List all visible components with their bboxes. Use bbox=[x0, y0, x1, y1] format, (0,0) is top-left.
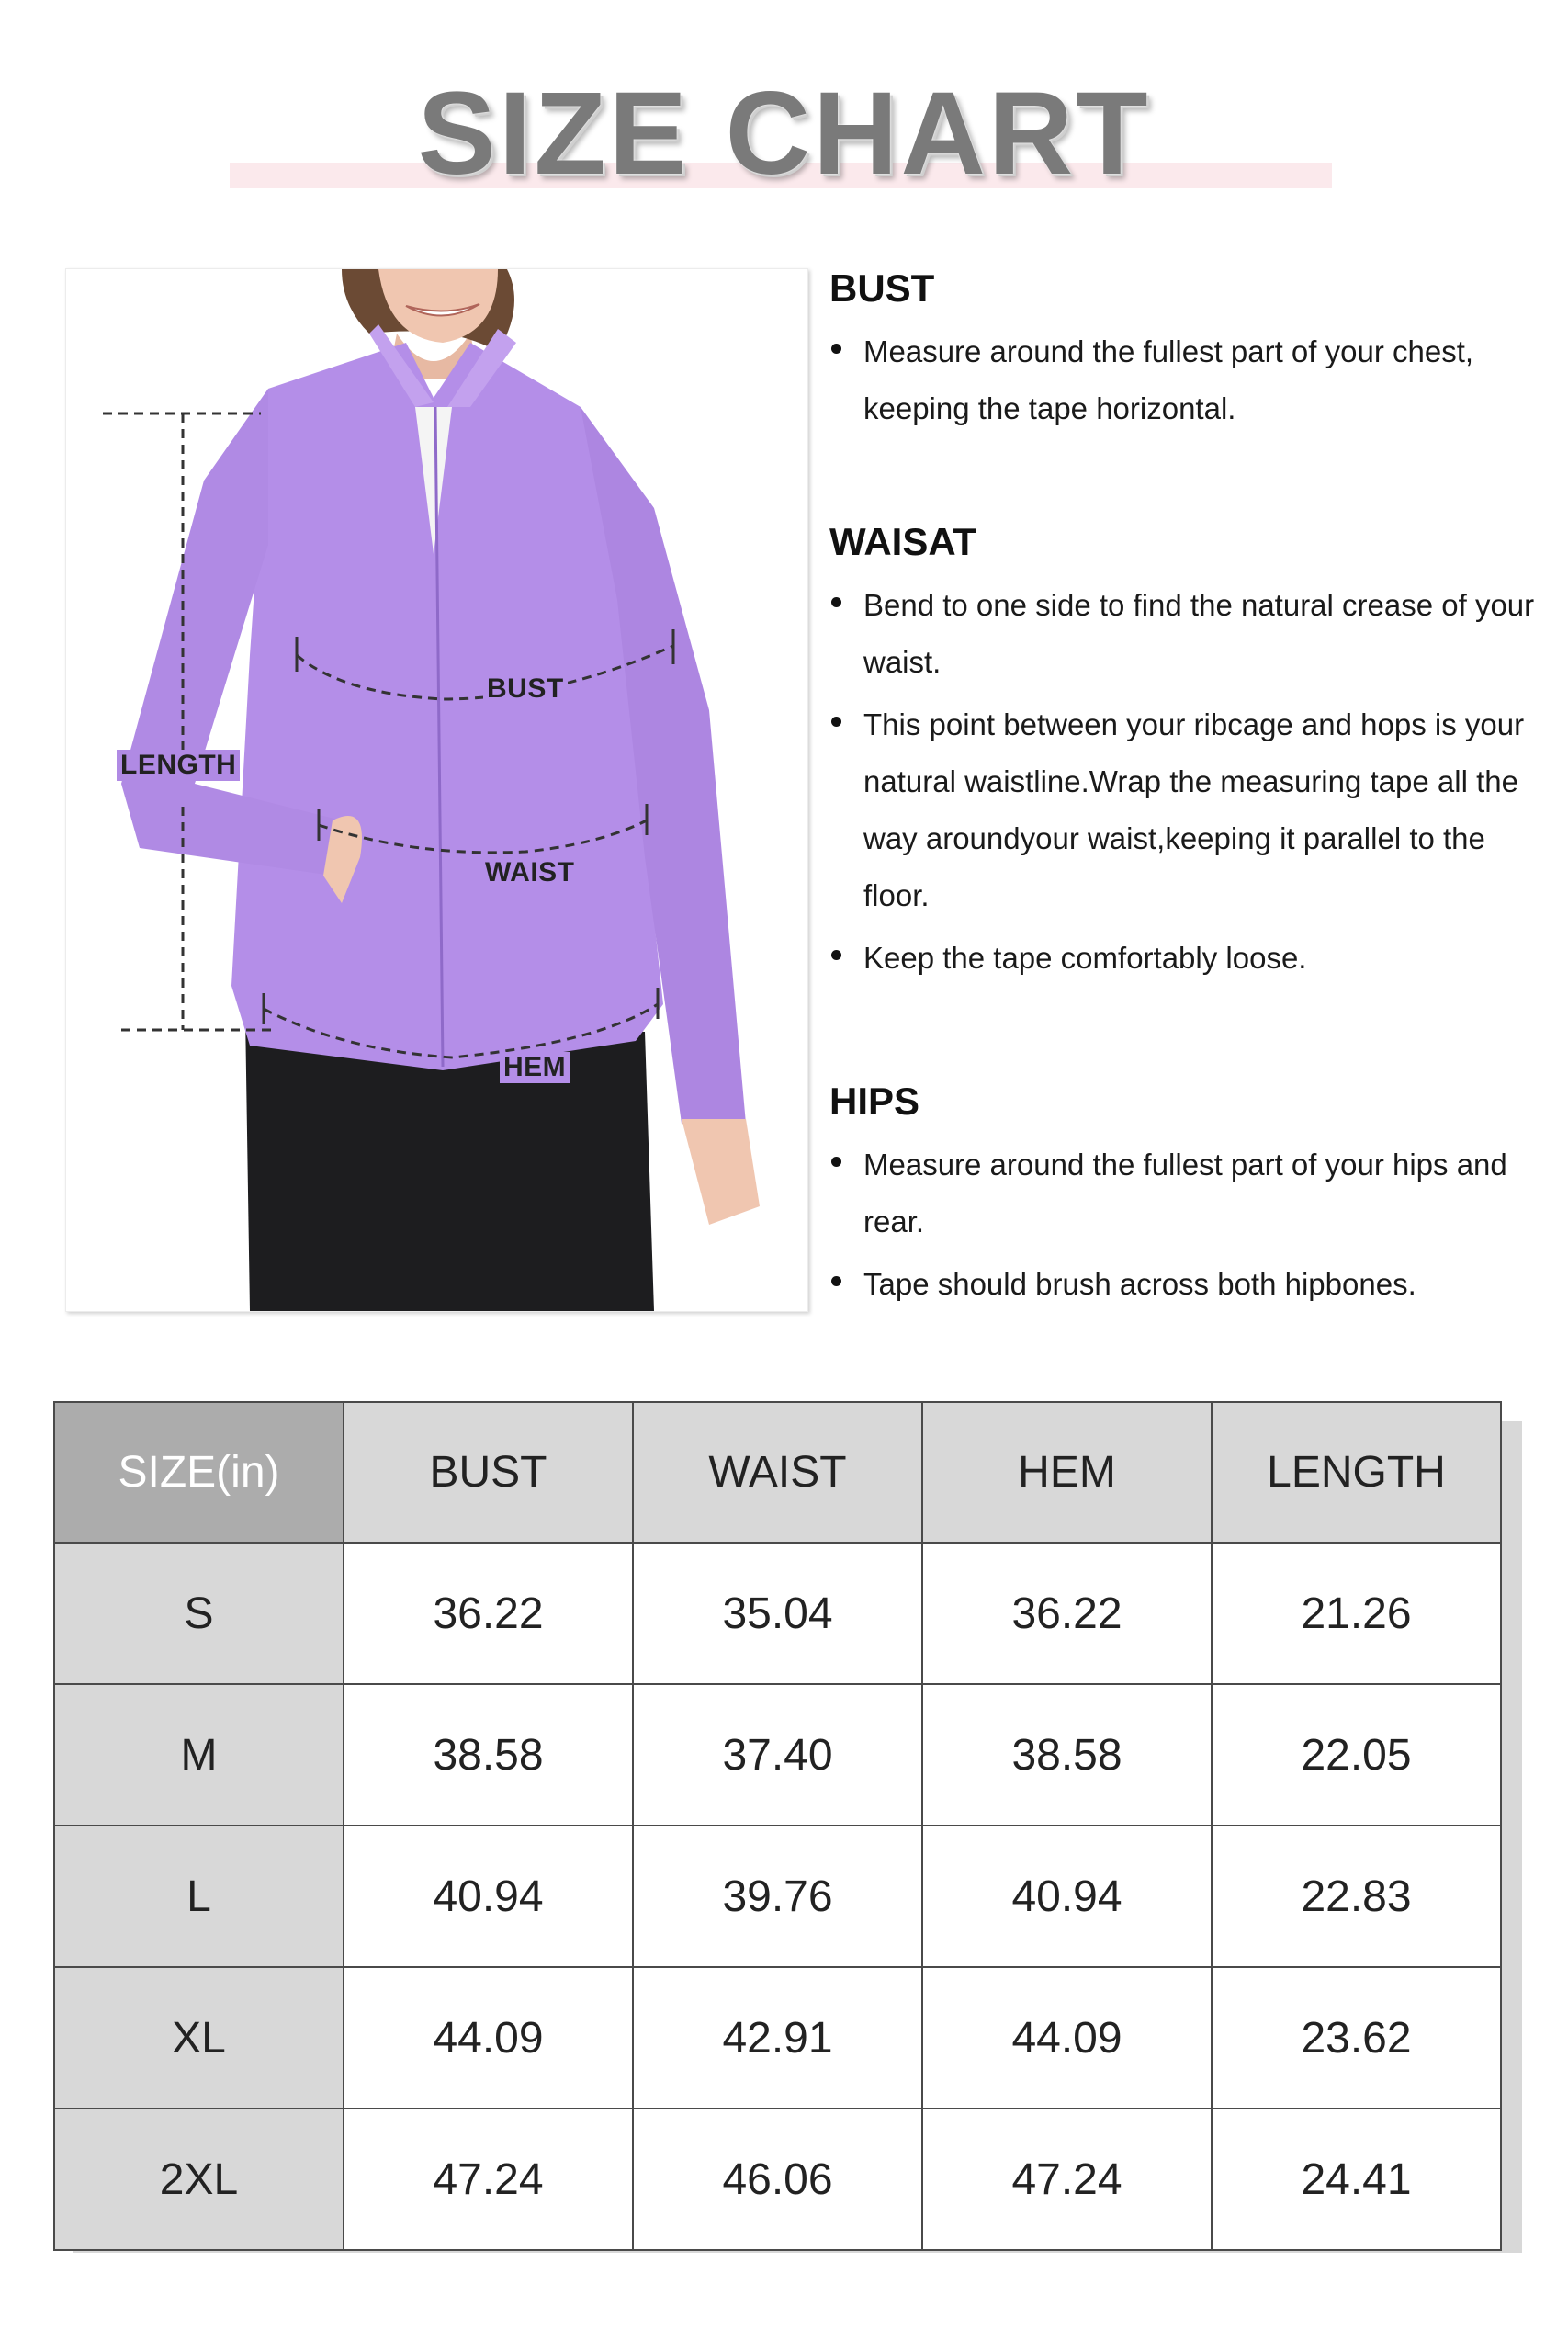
table-header-waist: WAIST bbox=[633, 1402, 922, 1543]
guide-section-hips bbox=[829, 1080, 1537, 1318]
table-cell: 38.58 bbox=[344, 1684, 633, 1826]
table-cell: 35.04 bbox=[633, 1543, 922, 1684]
guide-list bbox=[829, 323, 1537, 437]
table-row bbox=[54, 1684, 1501, 1826]
bullet-icon bbox=[831, 597, 841, 607]
table-header-length: LENGTH bbox=[1212, 1402, 1501, 1543]
size-label-cell: M bbox=[54, 1684, 344, 1826]
size-label-cell: 2XL bbox=[54, 2109, 344, 2250]
size-table bbox=[53, 1401, 1502, 2251]
guide-list bbox=[829, 1136, 1537, 1313]
table-cell: 22.83 bbox=[1212, 1826, 1501, 1967]
table-row bbox=[54, 1543, 1501, 1684]
table-row bbox=[54, 1826, 1501, 1967]
guide-item-text: Measure around the fullest part of your hips and rear. bbox=[863, 1148, 1507, 1238]
guide-item-text: This point between your ribcage and hops is your natural waistline.Wrap the measuring tape all the way aroundyour waist,keeping it parallel to the floor. bbox=[863, 707, 1525, 912]
table-cell: 40.94 bbox=[922, 1826, 1212, 1967]
table-cell: 37.40 bbox=[633, 1684, 922, 1826]
table-cell: 39.76 bbox=[633, 1826, 922, 1967]
bullet-icon bbox=[831, 1157, 841, 1167]
guide-item bbox=[829, 577, 1537, 691]
table-cell: 36.22 bbox=[344, 1543, 633, 1684]
table-cell: 38.58 bbox=[922, 1684, 1212, 1826]
table-cell: 22.05 bbox=[1212, 1684, 1501, 1826]
table-cell: 40.94 bbox=[344, 1826, 633, 1967]
waist-measure-label: WAIST bbox=[481, 857, 579, 888]
table-cell: 23.62 bbox=[1212, 1967, 1501, 2109]
model-figure bbox=[65, 268, 808, 1312]
hem-measure-label: HEM bbox=[500, 1052, 570, 1083]
table-cell: 42.91 bbox=[633, 1967, 922, 2109]
guide-item-text: Bend to one side to find the natural crease of your waist. bbox=[863, 588, 1535, 679]
table-cell: 21.26 bbox=[1212, 1543, 1501, 1684]
guide-item-text: Measure around the fullest part of your chest, keeping the tape horizontal. bbox=[863, 334, 1474, 425]
guide-item-text: Keep the tape comfortably loose. bbox=[863, 941, 1307, 975]
guide-heading: WAISAT bbox=[829, 520, 977, 563]
table-header-hem: HEM bbox=[922, 1402, 1212, 1543]
guide-heading: HIPS bbox=[829, 1080, 920, 1123]
table-header-size: SIZE(in) bbox=[54, 1402, 344, 1543]
guide-item-text: Tape should brush across both hipbones. bbox=[863, 1267, 1416, 1301]
table-cell: 36.22 bbox=[922, 1543, 1212, 1684]
model-illustration bbox=[66, 269, 807, 1311]
page-title: SIZE CHART bbox=[417, 68, 1151, 199]
guide-section-waist bbox=[829, 520, 1537, 992]
guide-list bbox=[829, 577, 1537, 987]
bullet-icon bbox=[831, 344, 841, 354]
bullet-icon bbox=[831, 1276, 841, 1286]
table-cell: 24.41 bbox=[1212, 2109, 1501, 2250]
guide-item bbox=[829, 1256, 1537, 1313]
table-cell: 47.24 bbox=[344, 2109, 633, 2250]
size-label-cell: XL bbox=[54, 1967, 344, 2109]
guide-item bbox=[829, 696, 1537, 924]
size-label-cell: L bbox=[54, 1826, 344, 1967]
bullet-icon bbox=[831, 717, 841, 727]
guide-section-bust bbox=[829, 266, 1537, 443]
table-header-row bbox=[54, 1402, 1501, 1543]
guide-item bbox=[829, 323, 1537, 437]
size-label-cell: S bbox=[54, 1543, 344, 1684]
table-row bbox=[54, 2109, 1501, 2250]
table-cell: 44.09 bbox=[922, 1967, 1212, 2109]
table-cell: 47.24 bbox=[922, 2109, 1212, 2250]
hand-right bbox=[682, 1119, 760, 1225]
table-cell: 46.06 bbox=[633, 2109, 922, 2250]
length-measure-label: LENGTH bbox=[117, 750, 240, 781]
table-cell: 44.09 bbox=[344, 1967, 633, 2109]
guide-item bbox=[829, 1136, 1537, 1250]
bust-measure-label: BUST bbox=[483, 673, 568, 705]
bullet-icon bbox=[831, 950, 841, 960]
table-row bbox=[54, 1967, 1501, 2109]
table-header-bust: BUST bbox=[344, 1402, 633, 1543]
guide-item bbox=[829, 930, 1537, 987]
guide-heading: BUST bbox=[829, 266, 935, 310]
